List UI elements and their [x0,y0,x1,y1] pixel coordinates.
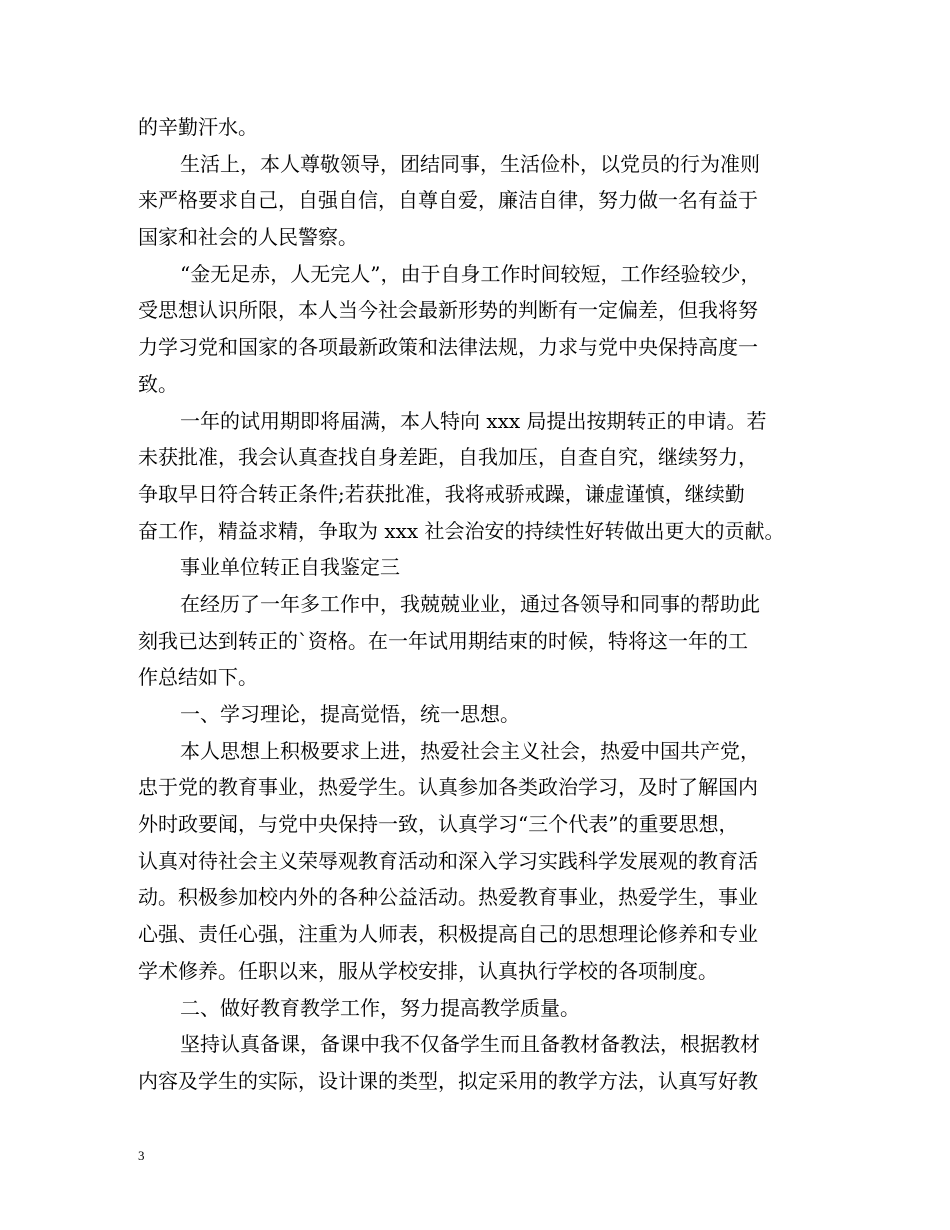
text-line: 作总结如下。 [138,665,258,690]
page-number: 3 [138,1148,145,1163]
text-line: “金无足赤，人无完人”，由于自身工作时间较短，工作经验较少， [180,261,761,286]
text-line: 国家和社会的人民警察。 [138,225,358,250]
text-line: 外时政要闻，与党中央保持一致，认真学习“三个代表”的重要思想， [138,812,739,837]
text-line: 争取早日符合转正条件;若获批准，我将戒骄戒躁，谦虚谨慎，继续勤 [138,481,745,506]
text-line: 未获批准，我会认真查找自身差距，自我加压，自查自究，继续努力， [138,445,758,470]
text-line: 致。 [138,371,178,396]
text-line: 学术修养。任职以来，服从学校安排，认真执行学校的各项制度。 [138,958,718,983]
body-text [138,109,828,1100]
text-line: 事业单位转正自我鉴定三 [180,555,400,580]
text-line: 在经历了一年多工作中，我兢兢业业，通过各领导和同事的帮助此 [180,591,760,616]
text-line: 来严格要求自己，自强自信，自尊自爱，廉洁自律，努力做一名有益于 [138,188,758,213]
text-line: 动。积极参加校内外的各种公益活动。热爱教育事业，热爱学生，事业 [138,885,758,910]
text-line: 力学习党和国家的各项最新政策和法律法规，力求与党中央保持高度一 [138,335,758,360]
text-line: 坚持认真备课，备课中我不仅备学生而且备教材备教法，根据教材 [180,1032,760,1057]
text-line: 受思想认识所限，本人当今社会最新形势的判断有一定偏差，但我将努 [138,298,758,323]
text-line: 心强、责任心强，注重为人师表，积极提高自己的思想理论修养和专业 [138,922,758,947]
text-line: 忠于党的教育事业，热爱学生。认真参加各类政治学习，及时了解国内 [138,775,758,800]
text-line: 一年的试用期即将届满，本人特向 xxx 局提出按期转正的申请。若 [180,408,767,433]
text-line: 刻我已达到转正的`资格。在一年试用期结束的时候，特将这一年的工 [138,628,748,653]
text-line: 二、做好教育教学工作，努力提高教学质量。 [180,995,580,1020]
text-line: 奋工作，精益求精，争取为 xxx 社会治安的持续性好转做出更大的贡献。 [138,518,785,543]
text-line: 一、学习理论，提高觉悟，统一思想。 [180,702,520,726]
text-line: 本人思想上积极要求上进，热爱社会主义社会，热爱中国共产党， [180,738,760,763]
text-line: 的辛勤汗水。 [138,115,258,139]
text-line: 生活上，本人尊敬领导，团结同事，生活俭朴，以党员的行为准则 [180,151,760,176]
text-line: 认真对待社会主义荣辱观教育活动和深入学习实践科学发展观的教育活 [138,848,758,873]
text-line: 内容及学生的实际，设计课的类型，拟定采用的教学方法，认真写好教 [138,1068,758,1093]
